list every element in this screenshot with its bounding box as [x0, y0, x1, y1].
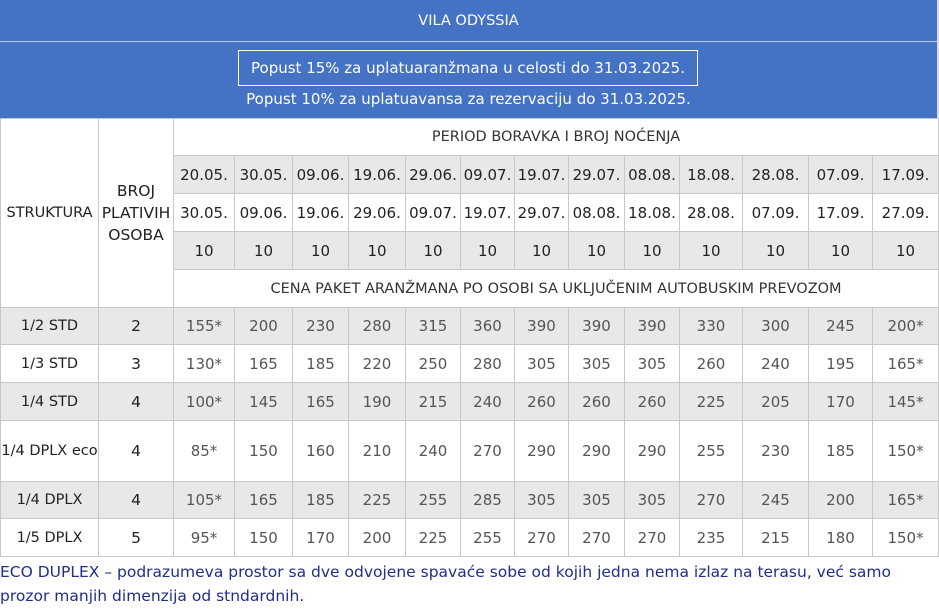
price-cell: 165* — [873, 482, 939, 519]
table-row — [1, 421, 939, 482]
price-cell: 255 — [406, 482, 461, 519]
nights-count: 10 — [349, 232, 406, 270]
villa-title: VILA ODYSSIA — [0, 0, 937, 42]
table-row — [1, 345, 939, 383]
price-cell: 270 — [461, 421, 515, 482]
price-cell: 290 — [569, 421, 625, 482]
room-structure: 1/3 STD — [1, 345, 99, 383]
price-cell: 225 — [349, 482, 406, 519]
price-cell: 145* — [873, 383, 939, 421]
nights-count: 10 — [174, 232, 235, 270]
price-header: CENA PAKET ARANŽMANA PO OSOBI SA UKLJUČENIM AUTOBUSKIM PREVOZOM — [174, 270, 939, 308]
payable-persons: 2 — [99, 308, 174, 345]
price-cell: 215 — [743, 519, 809, 557]
room-structure: 1/2 STD — [1, 308, 99, 345]
price-cell: 150 — [235, 519, 293, 557]
price-cell: 190 — [349, 383, 406, 421]
period-start-date: 07.09. — [809, 156, 873, 194]
price-cell: 260 — [515, 383, 569, 421]
price-cell: 200 — [349, 519, 406, 557]
period-start-date: 28.08. — [743, 156, 809, 194]
period-end-date: 19.07. — [461, 194, 515, 232]
price-cell: 155* — [174, 308, 235, 345]
period-start-date: 08.08. — [625, 156, 680, 194]
price-cell: 200 — [809, 482, 873, 519]
payable-persons-column-header: BROJ PLATIVIH OSOBA — [99, 119, 174, 308]
price-cell: 185 — [809, 421, 873, 482]
period-end-date: 28.08. — [680, 194, 743, 232]
period-start-date: 20.05. — [174, 156, 235, 194]
price-cell: 100* — [174, 383, 235, 421]
period-header: PERIOD BORAVKA I BROJ NOĆENJA — [174, 119, 939, 156]
payable-persons: 4 — [99, 421, 174, 482]
period-start-date: 18.08. — [680, 156, 743, 194]
room-structure: 1/4 DPLX — [1, 482, 99, 519]
price-cell: 260 — [569, 383, 625, 421]
price-cell: 105* — [174, 482, 235, 519]
price-cell: 150* — [873, 421, 939, 482]
price-cell: 225 — [680, 383, 743, 421]
eco-duplex-footnote: ECO DUPLEX – podrazumeva prostor sa dve odvojene spavaće sobe od kojih jedna nema izlaz na terasu, već samo prozor manjih dimenzija od stndardnih. — [0, 563, 891, 605]
payable-persons: 4 — [99, 482, 174, 519]
price-cell: 240 — [461, 383, 515, 421]
nights-count: 10 — [680, 232, 743, 270]
price-cell: 220 — [349, 345, 406, 383]
period-end-date: 29.07. — [515, 194, 569, 232]
payable-persons: 4 — [99, 383, 174, 421]
nights-count: 10 — [809, 232, 873, 270]
price-cell: 280 — [349, 308, 406, 345]
period-start-date: 19.06. — [349, 156, 406, 194]
price-cell: 165 — [235, 482, 293, 519]
price-cell: 290 — [515, 421, 569, 482]
period-end-date: 09.06. — [235, 194, 293, 232]
price-cell: 255 — [461, 519, 515, 557]
period-start-date: 30.05. — [235, 156, 293, 194]
price-cell: 165* — [873, 345, 939, 383]
price-cell: 285 — [461, 482, 515, 519]
price-cell: 250 — [406, 345, 461, 383]
price-cell: 260 — [625, 383, 680, 421]
price-cell: 360 — [461, 308, 515, 345]
price-cell: 145 — [235, 383, 293, 421]
price-cell: 305 — [515, 345, 569, 383]
structure-column-header: STRUKTURA — [1, 119, 99, 308]
period-end-date: 18.08. — [625, 194, 680, 232]
nights-count: 10 — [569, 232, 625, 270]
price-cell: 95* — [174, 519, 235, 557]
period-end-date: 17.09. — [809, 194, 873, 232]
price-cell: 150 — [235, 421, 293, 482]
price-cell: 240 — [743, 345, 809, 383]
period-start-date: 09.07. — [461, 156, 515, 194]
period-end-date: 30.05. — [174, 194, 235, 232]
nights-count: 10 — [873, 232, 939, 270]
price-cell: 260 — [680, 345, 743, 383]
price-cell: 305 — [515, 482, 569, 519]
price-cell: 215 — [406, 383, 461, 421]
nights-count: 10 — [743, 232, 809, 270]
price-cell: 270 — [569, 519, 625, 557]
payable-persons: 3 — [99, 345, 174, 383]
period-start-date: 17.09. — [873, 156, 939, 194]
price-cell: 230 — [293, 308, 349, 345]
price-cell: 305 — [569, 482, 625, 519]
price-cell: 270 — [625, 519, 680, 557]
nights-count: 10 — [625, 232, 680, 270]
price-cell: 180 — [809, 519, 873, 557]
period-start-date: 29.06. — [406, 156, 461, 194]
period-end-date: 09.07. — [406, 194, 461, 232]
price-cell: 170 — [293, 519, 349, 557]
period-end-date: 29.06. — [349, 194, 406, 232]
header-banner — [0, 0, 939, 118]
price-cell: 245 — [809, 308, 873, 345]
table-row — [1, 308, 939, 345]
price-cell: 270 — [680, 482, 743, 519]
price-cell: 195 — [809, 345, 873, 383]
price-cell: 200 — [235, 308, 293, 345]
price-cell: 330 — [680, 308, 743, 345]
period-end-date: 08.08. — [569, 194, 625, 232]
price-cell: 305 — [625, 345, 680, 383]
price-cell: 130* — [174, 345, 235, 383]
price-cell: 240 — [406, 421, 461, 482]
table-row — [1, 482, 939, 519]
price-cell: 185 — [293, 482, 349, 519]
price-table — [0, 118, 939, 557]
price-cell: 300 — [743, 308, 809, 345]
price-cell: 280 — [461, 345, 515, 383]
price-cell: 210 — [349, 421, 406, 482]
nights-count: 10 — [235, 232, 293, 270]
price-cell: 185 — [293, 345, 349, 383]
discount-promo-full-payment: Popust 15% za uplatuaranžmana u celosti do 31.03.2025. — [238, 50, 698, 86]
price-cell: 85* — [174, 421, 235, 482]
price-cell: 305 — [569, 345, 625, 383]
price-cell: 315 — [406, 308, 461, 345]
nights-count: 10 — [515, 232, 569, 270]
price-cell: 390 — [625, 308, 680, 345]
period-start-date: 19.07. — [515, 156, 569, 194]
nights-count: 10 — [461, 232, 515, 270]
price-cell: 165 — [293, 383, 349, 421]
period-end-date: 19.06. — [293, 194, 349, 232]
nights-count: 10 — [293, 232, 349, 270]
room-structure: 1/4 DPLX eco — [1, 421, 99, 482]
price-cell: 160 — [293, 421, 349, 482]
table-row — [1, 383, 939, 421]
payable-persons: 5 — [99, 519, 174, 557]
nights-count: 10 — [406, 232, 461, 270]
price-cell: 230 — [743, 421, 809, 482]
price-cell: 150* — [873, 519, 939, 557]
price-cell: 390 — [515, 308, 569, 345]
price-cell: 270 — [515, 519, 569, 557]
price-cell: 200* — [873, 308, 939, 345]
price-cell: 205 — [743, 383, 809, 421]
room-structure: 1/5 DPLX — [1, 519, 99, 557]
room-structure: 1/4 STD — [1, 383, 99, 421]
period-end-date: 07.09. — [743, 194, 809, 232]
price-cell: 170 — [809, 383, 873, 421]
period-start-date: 29.07. — [569, 156, 625, 194]
price-cell: 305 — [625, 482, 680, 519]
price-cell: 235 — [680, 519, 743, 557]
price-cell: 290 — [625, 421, 680, 482]
table-row — [1, 519, 939, 557]
price-cell: 165 — [235, 345, 293, 383]
period-start-date: 09.06. — [293, 156, 349, 194]
price-cell: 255 — [680, 421, 743, 482]
price-cell: 390 — [569, 308, 625, 345]
period-end-date: 27.09. — [873, 194, 939, 232]
price-cell: 225 — [406, 519, 461, 557]
discount-promo-deposit: Popust 10% za uplatuavansa za rezervaciju do 31.03.2025. — [246, 90, 691, 108]
price-cell: 245 — [743, 482, 809, 519]
